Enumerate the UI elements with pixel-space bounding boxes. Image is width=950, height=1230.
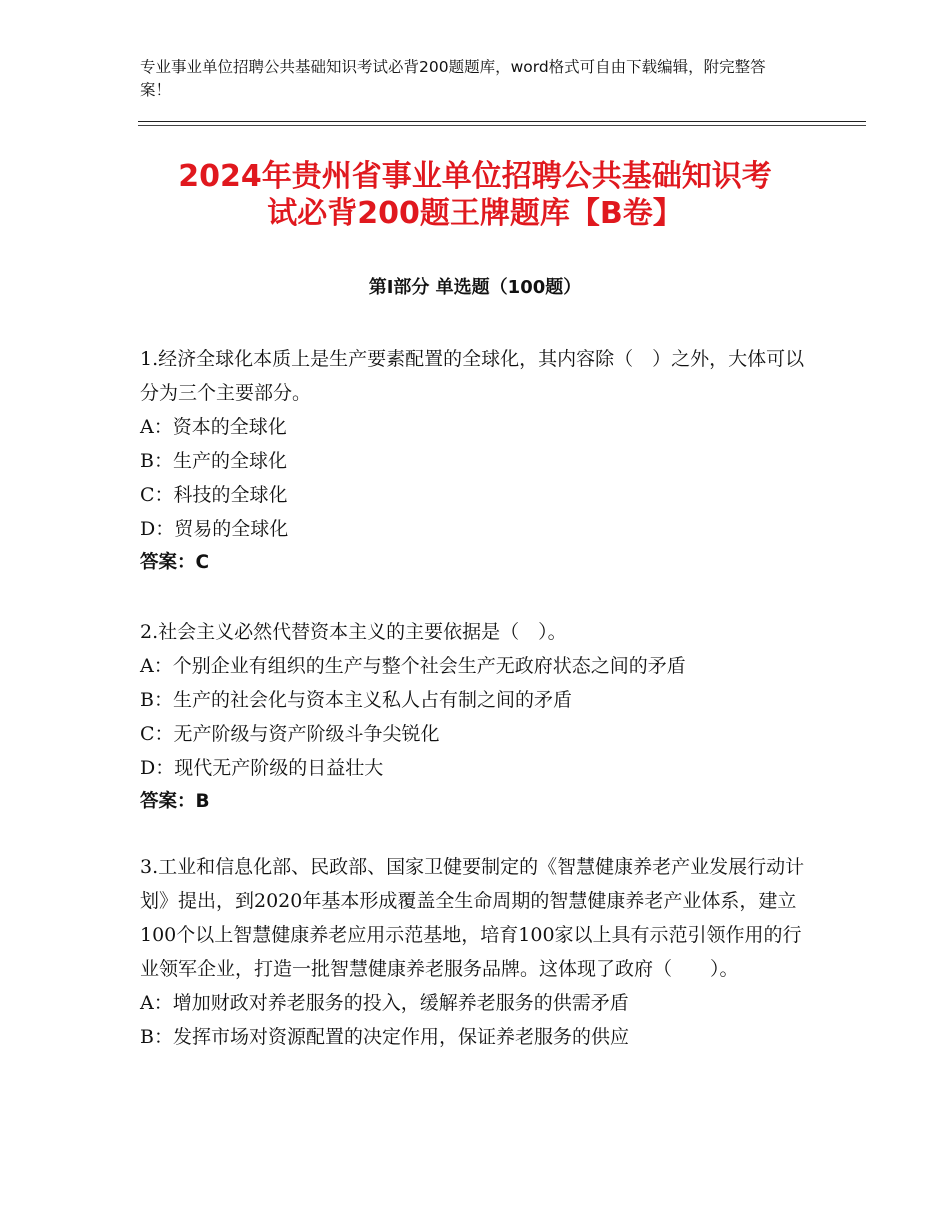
option-d: D：贸易的全球化 bbox=[140, 518, 289, 540]
option-b: B：生产的全球化 bbox=[140, 450, 287, 472]
document-title-line-1: 2024年贵州省事业单位招聘公共基础知识考 bbox=[178, 159, 772, 194]
header-note: 专业事业单位招聘公共基础知识考试必背200题题库，word格式可自由下载编辑，附完整答案！ bbox=[140, 58, 766, 99]
header-rule-thick bbox=[138, 121, 866, 122]
question-stem: 1.经济全球化本质上是生产要素配置的全球化，其内容除（ ）之外，大体可以分为三个主要部分。 bbox=[140, 348, 805, 404]
option-a: A：增加财政对养老服务的投入，缓解养老服务的供需矛盾 bbox=[140, 992, 629, 1014]
header-rule-thin bbox=[138, 125, 866, 126]
question-1 bbox=[140, 342, 820, 580]
document-title bbox=[130, 158, 820, 232]
answer: 答案：B bbox=[140, 791, 210, 812]
question-stem: 3.工业和信息化部、民政部、国家卫健要制定的《智慧健康养老产业发展行动计划》提出，到2020年基本形成覆盖全生命周期的智慧健康养老产业体系，建立100个以上智慧健康养老应用示范基地，培育100家以上具有示范引领作用的行业领军企业，打造一批智慧健康养老服务品牌。这体现了政府（ ）。 bbox=[140, 856, 805, 980]
option-a: A：资本的全球化 bbox=[140, 416, 287, 438]
question-3 bbox=[140, 850, 820, 1054]
option-b: B：生产的社会化与资本主义私人占有制之间的矛盾 bbox=[140, 689, 572, 711]
option-c: C：科技的全球化 bbox=[140, 484, 288, 506]
document-title-line-2: 试必背200题王牌题库【B卷】 bbox=[267, 196, 683, 231]
question-stem: 2.社会主义必然代替资本主义的主要依据是（ ）。 bbox=[140, 621, 567, 643]
option-d: D：现代无产阶级的日益壮大 bbox=[140, 757, 384, 779]
section-heading: 第Ⅰ部分 单选题（100题） bbox=[368, 277, 582, 298]
option-b: B：发挥市场对资源配置的决定作用，保证养老服务的供应 bbox=[140, 1026, 629, 1048]
answer: 答案：C bbox=[140, 552, 210, 573]
option-a: A：个别企业有组织的生产与整个社会生产无政府状态之间的矛盾 bbox=[140, 655, 686, 677]
question-2 bbox=[140, 615, 820, 819]
option-c: C：无产阶级与资产阶级斗争尖锐化 bbox=[140, 723, 440, 745]
